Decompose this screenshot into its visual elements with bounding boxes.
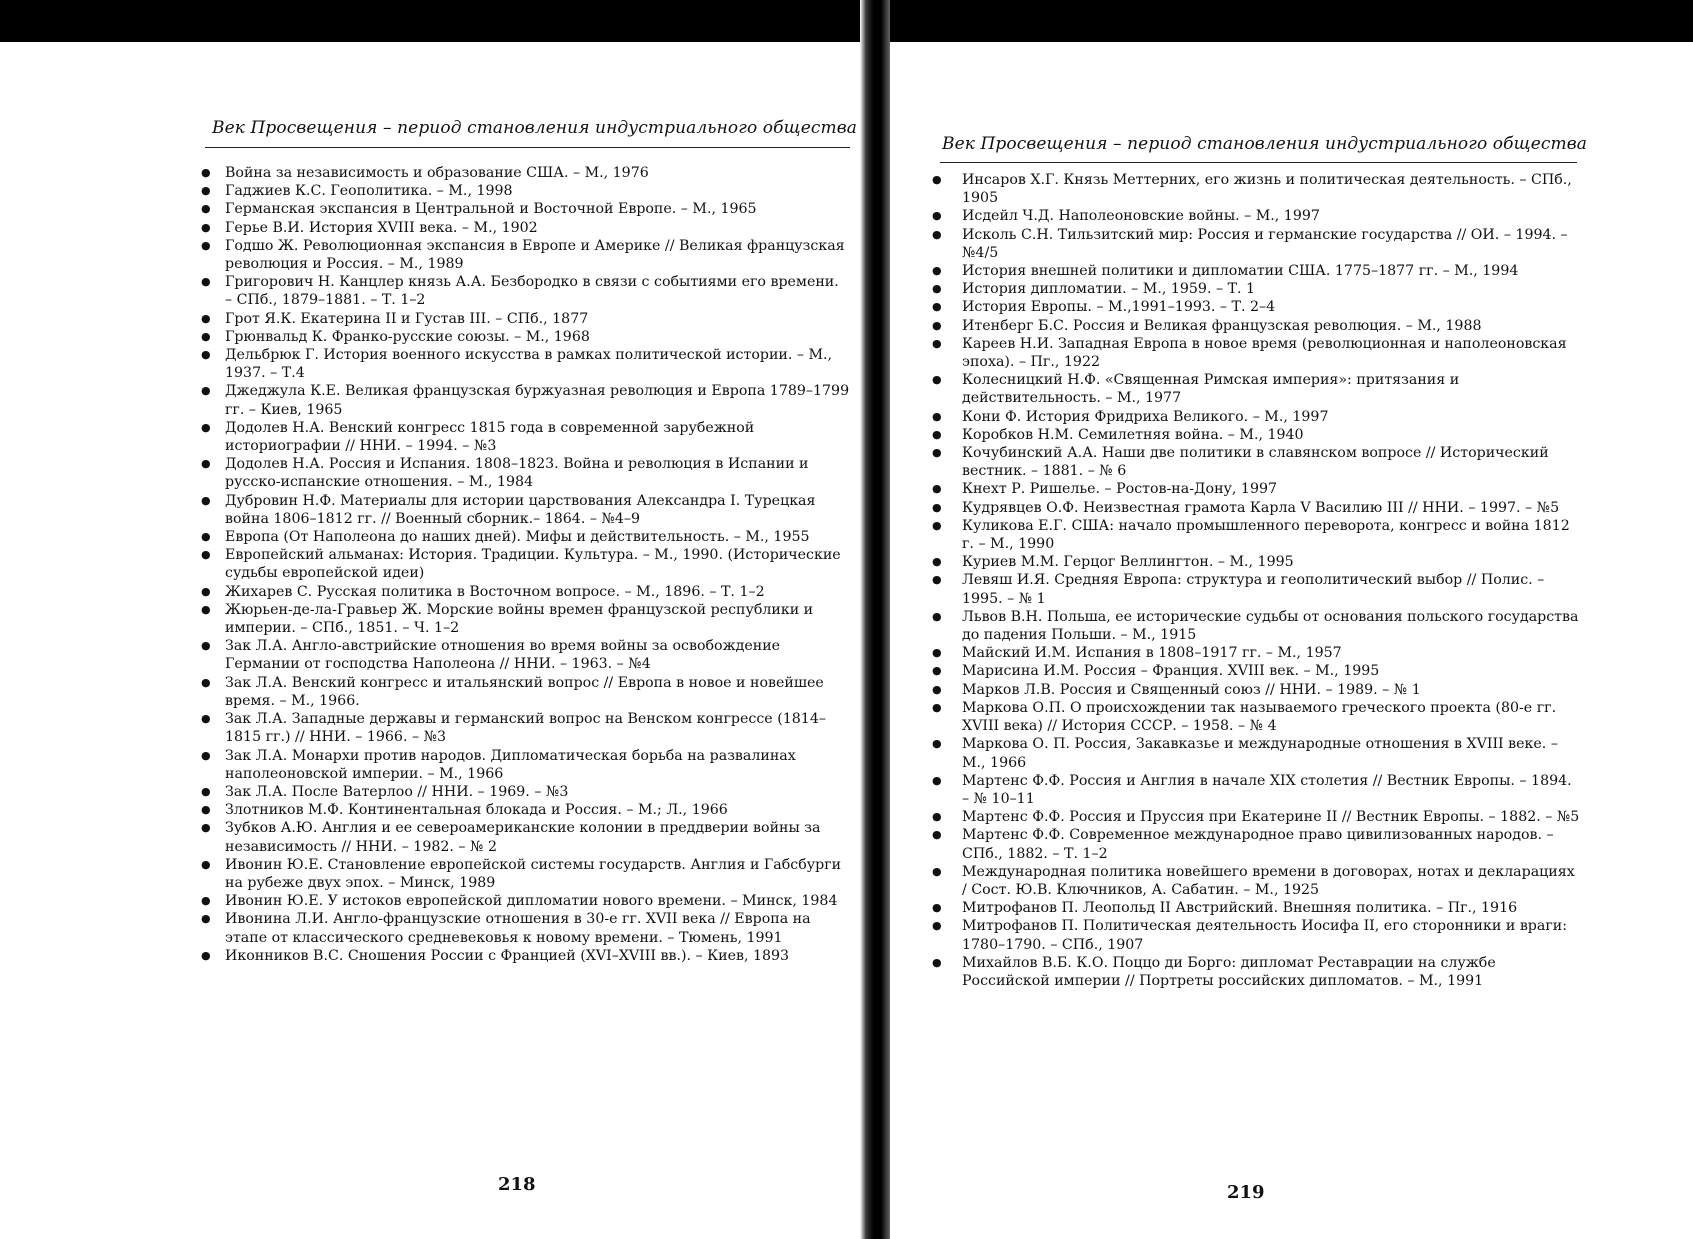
bibliography-entry: ● Майский И.М. Испания в 1808–1917 гг. – М., 1957	[962, 644, 1582, 662]
bibliography-list	[225, 164, 850, 965]
bibliography-entry: ● Исдейл Ч.Д. Наполеоновские войны. – М., 1997	[962, 207, 1582, 225]
bibliography-entry: ● Мартенс Ф.Ф. Россия и Пруссия при Екатерине II // Вестник Европы. – 1882. – №5	[962, 808, 1582, 826]
bibliography-entry: ● Война за независимость и образование США. – М., 1976	[225, 164, 850, 182]
bibliography-entry: ● Куликова Е.Г. США: начало промышленного переворота, конгресс и война 1812 г. – М., 1990	[962, 517, 1582, 553]
bibliography-entry: ● Злотников М.Ф. Континентальная блокада и Россия. – М.; Л., 1966	[225, 801, 850, 819]
bibliography-list	[962, 171, 1582, 990]
bibliography-entry: ● Кони Ф. История Фридриха Великого. – М., 1997	[962, 408, 1582, 426]
bibliography-entry: ● Грот Я.К. Екатерина II и Густав III. – СПб., 1877	[225, 310, 850, 328]
bibliography-entry: ● Зубков А.Ю. Англия и ее североамериканские колонии в преддверии войны за независимость // ННИ. – 1982. – № 2	[225, 819, 850, 855]
bibliography-entry: ● Зак Л.А. Монархи против народов. Дипломатическая борьба на развалинах наполеоновской империи. – М., 1966	[225, 747, 850, 783]
bibliography-entry: ● Германская экспансия в Центральной и Восточной Европе. – М., 1965	[225, 200, 850, 218]
bibliography-entry: ● Зак Л.А. Англо-австрийские отношения во время войны за освобождение Германии от господства Наполеона // ННИ. – 1963. – №4	[225, 637, 850, 673]
page-number: 218	[498, 1174, 536, 1195]
bibliography-entry: ● Джеджула К.Е. Великая французская буржуазная революция и Европа 1789–1799 гг. – Киев, 1965	[225, 382, 850, 418]
bibliography-entry: ● Додолев Н.А. Россия и Испания. 1808–1823. Война и революция в Испании и русско-испанские отношения. – М., 1984	[225, 455, 850, 491]
bibliography-entry: ● Марков Л.В. Россия и Священный союз // ННИ. – 1989. – № 1	[962, 681, 1582, 699]
bibliography-entry: ● Коробков Н.М. Семилетняя война. – М., 1940	[962, 426, 1582, 444]
bibliography-entry: ● Зак Л.А. После Ватерлоо // ННИ. – 1969. – №3	[225, 783, 850, 801]
bibliography-entry: ● Кочубинский А.А. Наши две политики в славянском вопросе // Исторический вестник. – 1881. – № 6	[962, 444, 1582, 480]
bibliography-entry: ● Кудрявцев О.Ф. Неизвестная грамота Карла V Василию III // ННИ. – 1997. – №5	[962, 499, 1582, 517]
bibliography-entry: ● Жюрьен-де-ла-Гравьер Ж. Морские войны времен французской республики и империи. – СПб., 1851. – Ч. 1–2	[225, 601, 850, 637]
bibliography-entry: ● Марисина И.М. Россия – Франция. XVIII век. – М., 1995	[962, 662, 1582, 680]
bibliography-entry: ● Герье В.И. История XVIII века. – М., 1902	[225, 219, 850, 237]
bibliography-entry: ● Мартенс Ф.Ф. Россия и Англия в начале XIX столетия // Вестник Европы. – 1894. – № 10–11	[962, 772, 1582, 808]
bibliography-entry: ● Иконников В.С. Сношения России с Францией (XVI–XVIII вв.). – Киев, 1893	[225, 947, 850, 965]
bibliography-entry: ● Инсаров Х.Г. Князь Меттерних, его жизнь и политическая деятельность. – СПб., 1905	[962, 171, 1582, 207]
bibliography-entry: ● Годшо Ж. Революционная экспансия в Европе и Америке // Великая французская революция и Россия. – М., 1989	[225, 237, 850, 273]
book-spine	[860, 0, 890, 1239]
bibliography-entry: ● Левяш И.Я. Средняя Европа: структура и геополитический выбор // Полис. – 1995. – № 1	[962, 571, 1582, 607]
bibliography-entry: ● Львов В.Н. Польша, ее исторические судьбы от основания польского государства до падения Польши. – М., 1915	[962, 608, 1582, 644]
header-rule	[205, 147, 850, 148]
bibliography-entry: ● Маркова О.П. О происхождении так называемого греческого проекта (80-е гг. XVIII века) // История СССР. – 1958. – № 4	[962, 699, 1582, 735]
bibliography-entry: ● Колесницкий Н.Ф. «Священная Римская империя»: притязания и действительность. – М., 1977	[962, 371, 1582, 407]
bibliography-entry: ● История дипломатии. – М., 1959. – Т. 1	[962, 280, 1582, 298]
bibliography-entry: ● Ивонин Ю.Е. Становление европейской системы государств. Англия и Габсбурги на рубеже двух эпох. – Минск, 1989	[225, 856, 850, 892]
bibliography-entry: ● Итенберг Б.С. Россия и Великая французская революция. – М., 1988	[962, 317, 1582, 335]
right-page	[890, 0, 1693, 1239]
bibliography-entry: ● Маркова О. П. Россия, Закавказье и международные отношения в XVIII веке. – М., 1966	[962, 735, 1582, 771]
bibliography-entry: ● Грюнвальд К. Франко-русские союзы. – М., 1968	[225, 328, 850, 346]
bibliography-entry: ● Международная политика новейшего времени в договорах, нотах и декларациях / Сост. Ю.В. Ключников, А. Сабатин. – М., 1925	[962, 863, 1582, 899]
header-rule	[940, 162, 1577, 163]
bibliography-entry: ● Додолев Н.А. Венский конгресс 1815 года в современной зарубежной историографии // ННИ. – 1994. – №3	[225, 419, 850, 455]
bibliography-entry: ● Ивонина Л.И. Англо-французские отношения в 30-е гг. XVII века // Европа на этапе от классического средневековья к новому времени. – Тюмень, 1991	[225, 910, 850, 946]
bibliography-entry: ● Зак Л.А. Западные державы и германский вопрос на Венском конгрессе (1814–1815 гг.) // ННИ. – 1966. – №3	[225, 710, 850, 746]
bibliography-entry: ● Зак Л.А. Венский конгресс и итальянский вопрос // Европа в новое и новейшее время. – М., 1966.	[225, 674, 850, 710]
bibliography-entry: ● История Европы. – М.,1991–1993. – Т. 2–4	[962, 298, 1582, 316]
bibliography-entry: ● Михайлов В.Б. К.О. Поццо ди Борго: дипломат Реставрации на службе Российской империи // Портреты российских дипломатов. – М., 1991	[962, 954, 1582, 990]
bibliography-entry: ● Кнехт Р. Ришелье. – Ростов-на-Дону, 1997	[962, 480, 1582, 498]
running-header: Век Просвещения – период становления индустриального общества	[942, 134, 1587, 154]
bibliography-entry: ● Куриев М.М. Герцог Веллингтон. – М., 1995	[962, 553, 1582, 571]
bibliography-entry: ● Европейский альманах: История. Традиции. Культура. – М., 1990. (Исторические судьбы европейской идеи)	[225, 546, 850, 582]
running-header: Век Просвещения – период становления индустриального общества	[212, 118, 857, 138]
bibliography-entry: ● Григорович Н. Канцлер князь А.А. Безбородко в связи с событиями его времени. – СПб., 1879–1881. – Т. 1–2	[225, 273, 850, 309]
bibliography-entry: ● Европа (От Наполеона до наших дней). Мифы и действительность. – М., 1955	[225, 528, 850, 546]
bibliography-entry: ● Дельбрюк Г. История военного искусства в рамках политической истории. – М., 1937. – Т.4	[225, 346, 850, 382]
bibliography-entry: ● Кареев Н.И. Западная Европа в новое время (революционная и наполеоновская эпоха). – Пг., 1922	[962, 335, 1582, 371]
bibliography-entry: ● Мартенс Ф.Ф. Современное международное право цивилизованных народов. – СПб., 1882. – Т. 1–2	[962, 826, 1582, 862]
bibliography-entry: ● Жихарев С. Русская политика в Восточном вопросе. – М., 1896. – Т. 1–2	[225, 583, 850, 601]
bibliography-entry: ● Дубровин Н.Ф. Материалы для истории царствования Александра I. Турецкая война 1806–1812 гг. // Военный сборник.– 1864. – №4–9	[225, 492, 850, 528]
page-number: 219	[1227, 1182, 1265, 1203]
bibliography-entry: ● Гаджиев К.С. Геополитика. – М., 1998	[225, 182, 850, 200]
bibliography-entry: ● Митрофанов П. Политическая деятельность Иосифа II, его сторонники и враги: 1780–1790. – СПб., 1907	[962, 917, 1582, 953]
bibliography-entry: ● Ивонин Ю.Е. У истоков европейской дипломатии нового времени. – Минск, 1984	[225, 892, 850, 910]
bibliography-entry: ● Исколь С.Н. Тильзитский мир: Россия и германские государства // ОИ. – 1994. – №4/5	[962, 226, 1582, 262]
bibliography-entry: ● Митрофанов П. Леопольд II Австрийский. Внешняя политика. – Пг., 1916	[962, 899, 1582, 917]
bibliography-entry: ● История внешней политики и дипломатии США. 1775–1877 гг. – М., 1994	[962, 262, 1582, 280]
